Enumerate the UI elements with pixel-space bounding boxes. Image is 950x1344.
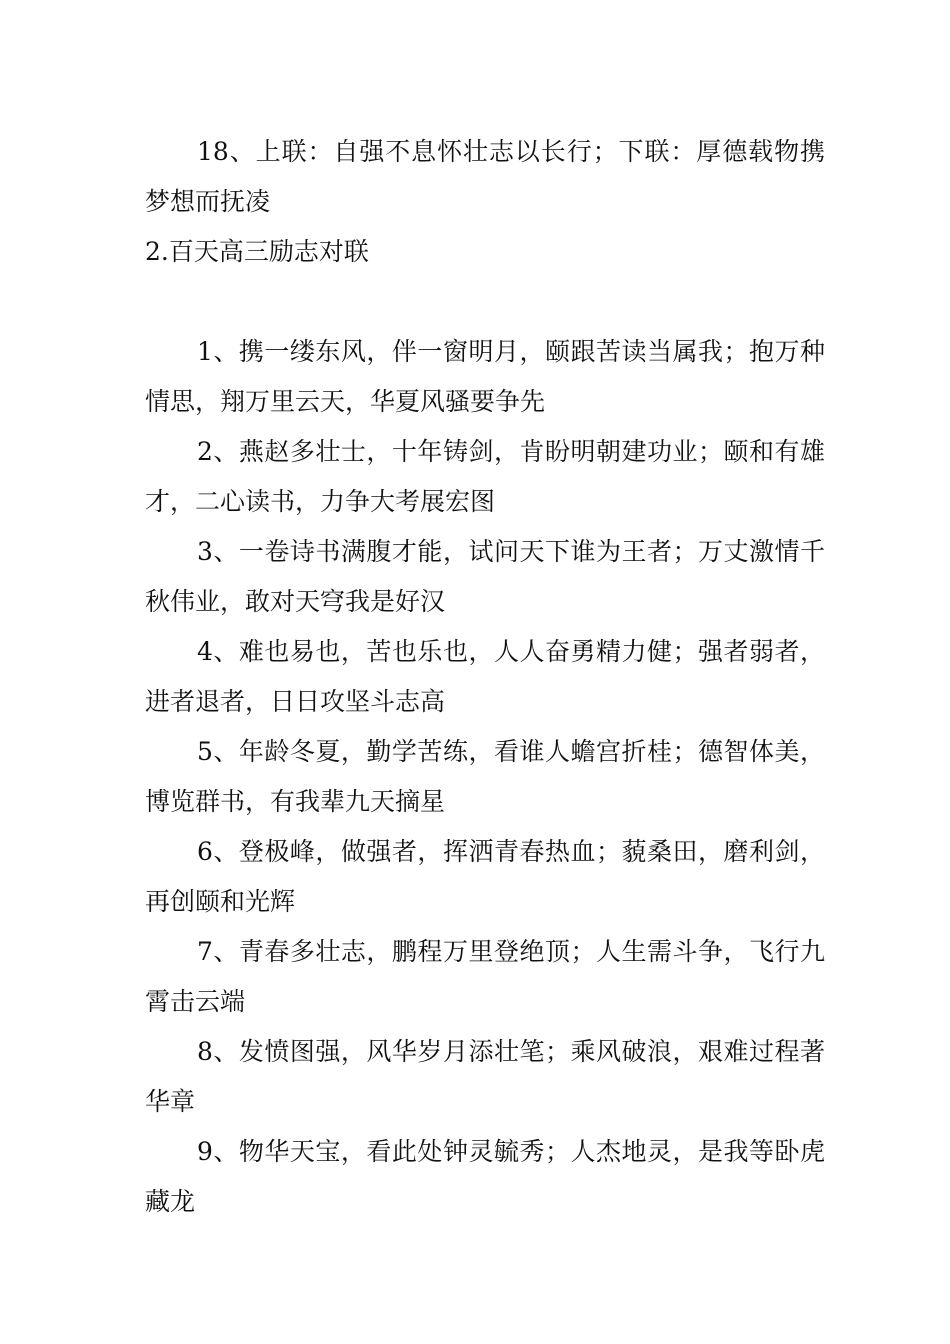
couplet-item: 3、一卷诗书满腹才能，试问天下谁为王者；万丈激情千秋伟业，敢对天穹我是好汉 xyxy=(145,537,825,616)
couplet-item: 4、难也易也，苦也乐也，人人奋勇精力健；强者弱者，进者退者，日日攻坚斗志高 xyxy=(145,637,825,716)
document-body xyxy=(145,127,825,1227)
couplet-item: 1、携一缕东风，伴一窗明月，颐跟苦读当属我；抱万种情思，翔万里云天，华夏风骚要争先 xyxy=(145,337,825,416)
blank-line xyxy=(145,277,825,327)
couplet-item: 8、发愤图强，风华岁月添壮笔；乘风破浪，艰难过程著华章 xyxy=(145,1037,825,1116)
couplet-item: 7、青春多壮志，鹏程万里登绝顶；人生需斗争，飞行九霄击云端 xyxy=(145,937,825,1016)
couplet-item: 2、燕赵多壮士，十年铸剑，肯盼明朝建功业；颐和有雄才，二心读书，力争大考展宏图 xyxy=(145,437,825,516)
couplet-item: 5、年龄冬夏，勤学苦练，看谁人蟾宫折桂；德智体美，博览群书，有我辈九天摘星 xyxy=(145,737,825,816)
couplet-item: 6、登极峰，做强者，挥洒青春热血；藐桑田，磨利剑，再创颐和光辉 xyxy=(145,837,825,916)
couplet-item: 9、物华天宝，看此处钟灵毓秀；人杰地灵，是我等卧虎藏龙 xyxy=(145,1137,825,1216)
section-title: 2.百天高三励志对联 xyxy=(145,237,369,266)
couplet-item-18: 18、上联：自强不息怀壮志以长行；下联：厚德载物携梦想而抚凌 xyxy=(145,137,825,216)
